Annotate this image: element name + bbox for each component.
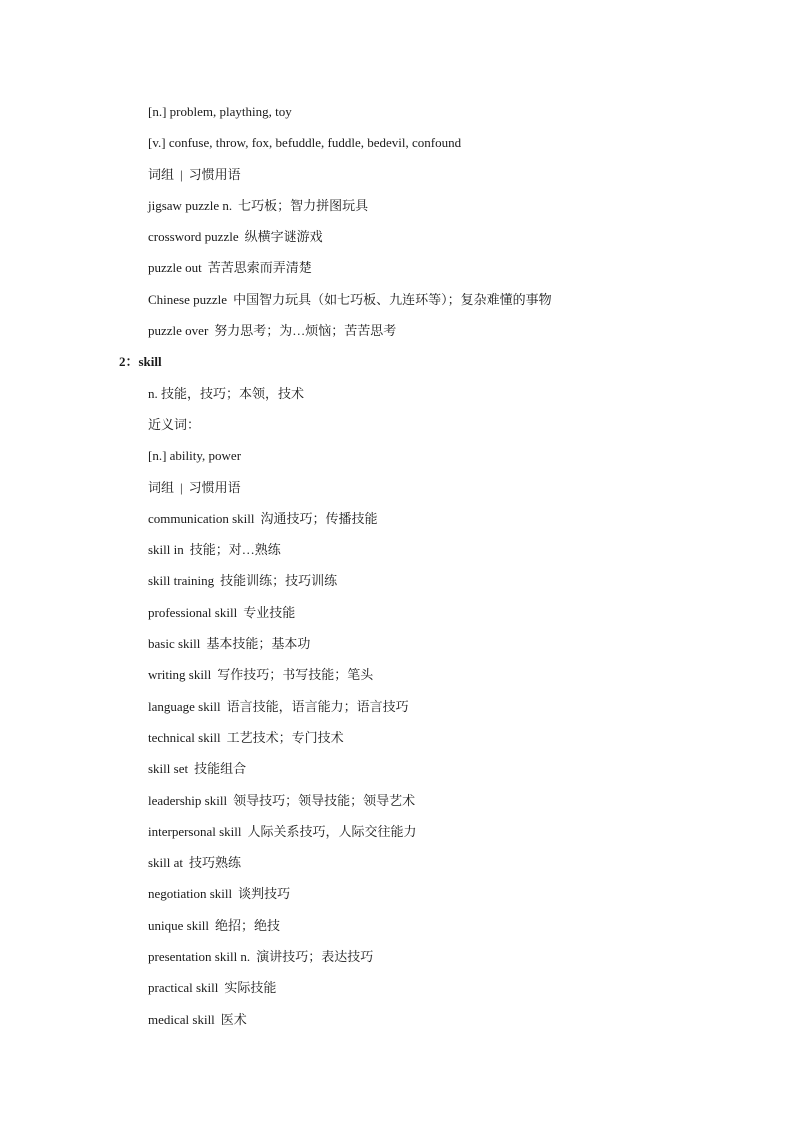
- phrase-zh: 技能训练；技巧训练: [220, 573, 338, 589]
- phrase-item: [0, 820, 794, 851]
- phrase-en: language skill: [148, 698, 221, 714]
- phrase-zh: 技能；对…熟练: [189, 542, 281, 558]
- phrase-en: leadership skill: [148, 792, 228, 808]
- phrase-zh: 医术: [220, 1011, 247, 1027]
- phrase-en: skill set: [148, 761, 189, 777]
- phrase-en: puzzle out: [148, 260, 202, 276]
- phrase-item: [0, 882, 794, 913]
- synonyms-label-line: [0, 413, 794, 444]
- phrase-item: [0, 194, 794, 225]
- phrase-en: skill training: [148, 573, 215, 589]
- phrase-zh: 技能组合: [194, 761, 247, 777]
- synonyms-verb-text: [v.] confuse, throw, fox, befuddle, fuddle, bedevil, confound: [148, 135, 462, 151]
- phrase-zh: 实际技能: [224, 980, 277, 996]
- phrase-en: communication skill: [148, 510, 255, 526]
- phrase-en: Chinese puzzle: [148, 291, 228, 307]
- phrase-item: [0, 569, 794, 600]
- phrase-item: [0, 1008, 794, 1039]
- phrase-en: writing skill: [148, 667, 212, 683]
- phrase-zh: 工艺技术；专门技术: [226, 729, 344, 745]
- phrase-en: puzzle over: [148, 323, 209, 339]
- phrases-heading-left: 词组: [148, 479, 175, 495]
- phrases-heading-left: 词组: [148, 166, 175, 182]
- phrase-en: basic skill: [148, 636, 201, 652]
- phrase-item: [0, 632, 794, 663]
- phrase-en: technical skill: [148, 729, 221, 745]
- phrases-heading-separator: |: [180, 479, 183, 495]
- phrase-item: [0, 976, 794, 1007]
- synonyms-noun-line: [0, 100, 794, 131]
- phrase-en: interpersonal skill: [148, 823, 242, 839]
- phrase-item: [0, 507, 794, 538]
- skill-phrase-list: [0, 507, 794, 1039]
- phrase-item: [0, 695, 794, 726]
- phrase-zh: 绝招；绝技: [215, 917, 281, 933]
- phrase-item: [0, 945, 794, 976]
- phrase-item: [0, 319, 794, 350]
- phrase-zh: 沟通技巧；传播技能: [260, 510, 378, 526]
- phrase-item: [0, 663, 794, 694]
- word-heading-text: 2：skill: [119, 354, 162, 370]
- phrases-heading-separator: |: [180, 166, 183, 182]
- phrase-item: [0, 851, 794, 882]
- phrase-zh: 人际关系技巧，人际交往能力: [247, 823, 417, 839]
- phrase-zh: 基本技能；基本功: [206, 636, 311, 652]
- phrase-item: [0, 914, 794, 945]
- phrase-en: presentation skill n.: [148, 949, 251, 965]
- phrase-en: medical skill: [148, 1011, 215, 1027]
- phrase-en: jigsaw puzzle n.: [148, 197, 233, 213]
- phrase-item: [0, 256, 794, 287]
- phrase-zh: 中国智力玩具（如七巧板、九连环等）；复杂难懂的事物: [233, 291, 552, 307]
- phrase-zh: 纵横字谜游戏: [244, 229, 323, 245]
- phrase-zh: 写作技巧；书写技能；笔头: [217, 667, 374, 683]
- document-content: [0, 100, 794, 1039]
- phrase-zh: 演讲技巧；表达技巧: [256, 949, 374, 965]
- phrase-zh: 语言技能，语言能力；语言技巧: [226, 698, 409, 714]
- phrase-zh: 技巧熟练: [189, 855, 242, 871]
- phrase-zh: 努力思考；为…烦恼；苦苦思考: [214, 323, 397, 339]
- synonyms-label: 近义词：: [148, 416, 201, 432]
- phrase-en: practical skill: [148, 980, 219, 996]
- phrase-en: negotiation skill: [148, 886, 233, 902]
- phrases-heading: [0, 476, 794, 507]
- word-heading: [0, 350, 794, 381]
- phrase-item: [0, 225, 794, 256]
- phrase-item: [0, 757, 794, 788]
- synonyms-verb-line: [0, 131, 794, 162]
- phrases-heading-right: 习惯用语: [188, 166, 241, 182]
- phrase-item: [0, 601, 794, 632]
- phrase-item: [0, 726, 794, 757]
- phrase-en: skill in: [148, 542, 184, 558]
- synonyms-noun-text: [n.] ability, power: [148, 448, 242, 464]
- phrase-en: unique skill: [148, 917, 210, 933]
- phrase-zh: 领导技巧；领导技能；领导艺术: [233, 792, 416, 808]
- phrases-heading: [0, 163, 794, 194]
- synonyms-noun-line: [0, 444, 794, 475]
- phrases-heading-right: 习惯用语: [188, 479, 241, 495]
- phrase-item: [0, 789, 794, 820]
- phrase-item: [0, 538, 794, 569]
- synonyms-noun-text: [n.] problem, plaything, toy: [148, 104, 292, 119]
- phrase-zh: 专业技能: [243, 604, 296, 620]
- phrase-en: crossword puzzle: [148, 229, 239, 245]
- definition-text: n. 技能，技巧；本领，技术: [148, 385, 305, 401]
- phrase-zh: 苦苦思索而弄清楚: [207, 260, 312, 276]
- phrase-en: skill at: [148, 855, 184, 871]
- phrase-en: professional skill: [148, 604, 238, 620]
- phrase-zh: 七巧板；智力拼图玩具: [238, 197, 369, 213]
- phrase-zh: 谈判技巧: [238, 886, 291, 902]
- definition-line: [0, 382, 794, 413]
- phrase-item: [0, 288, 794, 319]
